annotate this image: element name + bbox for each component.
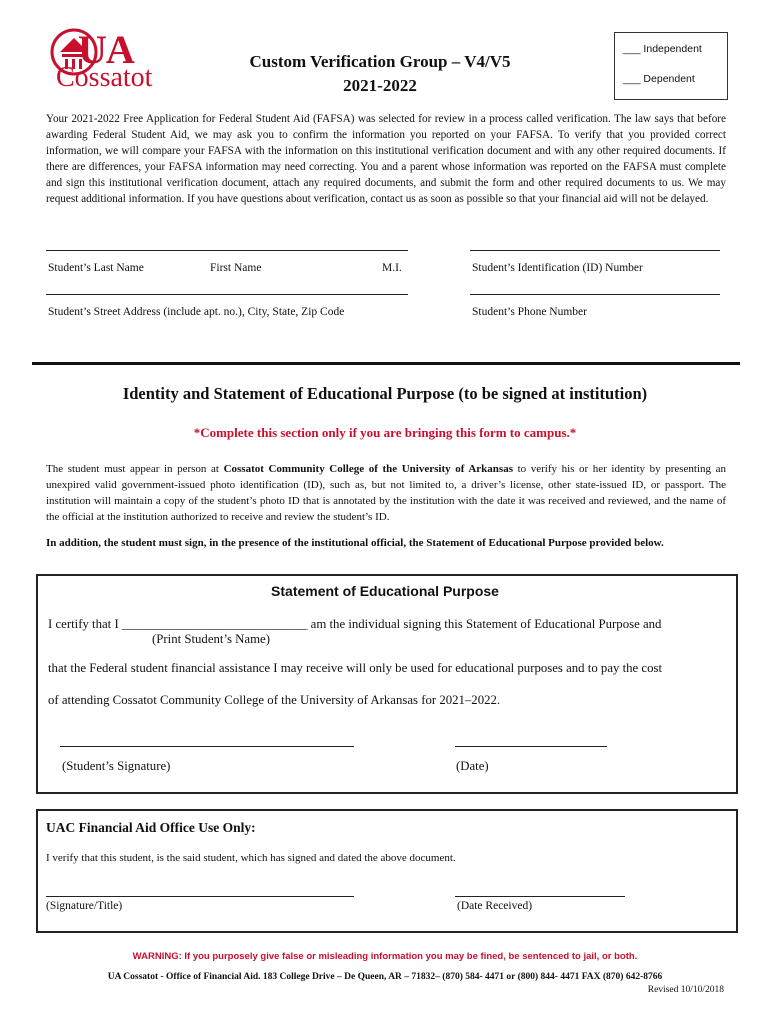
- statement-title: Statement of Educational Purpose: [271, 583, 499, 599]
- identity-paragraph: [46, 461, 726, 525]
- student-signature-line[interactable]: [60, 746, 354, 747]
- office-signature-label: (Signature/Title): [46, 900, 123, 912]
- title-line-2: 2021-2022: [343, 76, 417, 95]
- name-line[interactable]: [46, 250, 408, 251]
- mi-label: M.I.: [382, 262, 402, 274]
- student-id-line[interactable]: [470, 250, 720, 251]
- footer-contact: UA Cossatot - Office of Financial Aid. 183 College Drive – De Queen, AR – 71832– (870) 584- 4471 or (800) 844- 4471 FAX (870) 642-8766: [107, 972, 663, 982]
- date-line[interactable]: [455, 746, 607, 747]
- date-received-label: (Date Received): [457, 900, 533, 912]
- campus-notice: *Complete this section only if you are bringing this form to campus.*: [193, 425, 577, 440]
- title-line-1: Custom Verification Group – V4/V5: [249, 52, 511, 71]
- date-received-line[interactable]: [455, 896, 625, 897]
- attending-line: of attending Cossatot Community College of the University of Arkansas for 2021–2022.: [48, 693, 501, 707]
- form-title: [210, 50, 550, 98]
- address-line[interactable]: [46, 294, 408, 295]
- warning-text: WARNING: If you purposely give false or misleading information you may be fined, be sentenced to jail, or both.: [132, 951, 638, 962]
- phone-label: Student’s Phone Number: [472, 306, 587, 318]
- logo-ua-text: UA: [78, 27, 134, 72]
- college-name: Cossatot Community College of the University of Arkansas: [223, 463, 513, 475]
- purpose-line: that the Federal student financial assistance I may receive will only be used for educational purposes and to pay the cost: [48, 661, 663, 675]
- identity-para-part-b: to verify his or her identity by presenting an unexpired valid government-issued photo identification (ID), such as, but not limited to, a driver’s license, other state-issued ID, or passport. The institution will maintain a copy of the student’s photo ID that is annotated by the institution with the date it was received and reviewed, and the name of the official at the institution authorized to receive and review the student’s ID.: [46, 463, 726, 523]
- print-name-label: (Print Student’s Name): [152, 632, 271, 646]
- dependent-option[interactable]: ___ Dependent: [623, 73, 695, 85]
- student-signature-label: (Student’s Signature): [62, 759, 171, 773]
- signing-instructions: In addition, the student must sign, in the presence of the institutional official, the Statement of Educational Purpose provided below.: [46, 537, 664, 549]
- address-label: Student’s Street Address (include apt. no.), City, State, Zip Code: [48, 306, 345, 318]
- identity-section-title: Identity and Statement of Educational Purpose (to be signed at institution): [122, 384, 648, 403]
- last-name-label: Student’s Last Name: [48, 262, 144, 274]
- section-divider: [32, 362, 740, 365]
- office-signature-line[interactable]: [46, 896, 354, 897]
- office-title: UAC Financial Aid Office Use Only:: [46, 820, 256, 835]
- independent-option[interactable]: ___ Independent: [623, 43, 702, 55]
- certify-line: I certify that I _____________________________ am the individual signing this Statement of Educational Purpose and: [48, 617, 662, 631]
- date-label: (Date): [456, 759, 489, 773]
- dependency-status-box: [614, 32, 728, 100]
- intro-paragraph: Your 2021-2022 Free Application for Federal Student Aid (FAFSA) was selected for review in a process called verification. The law says that before awarding Federal Student Aid, we may ask you to confirm the information you reported on your FAFSA. To verify that you provided correct information, we will compare your FAFSA with the information on this institutional verification document and with any other required documents. If there are differences, your FAFSA information may need correcting. You and a parent whose information was reported on the FAFSA must complete and sign this institutional verification document, attach any required documents, and submit the form and other required documents to us. We may request additional information. If you have questions about verification, contact us as soon as possible so that your financial aid will not be delayed.: [46, 113, 726, 205]
- student-id-label: Student’s Identification (ID) Number: [472, 262, 643, 274]
- phone-line[interactable]: [470, 294, 720, 295]
- revised-date: Revised 10/10/2018: [647, 985, 724, 995]
- identity-para-part-a: The student must appear in person at: [46, 463, 224, 475]
- first-name-label: First Name: [210, 262, 262, 274]
- logo-cossatot-text: Cossatot: [56, 62, 153, 93]
- office-verify-text: I verify that this student, is the said student, which has signed and dated the above document.: [46, 852, 456, 864]
